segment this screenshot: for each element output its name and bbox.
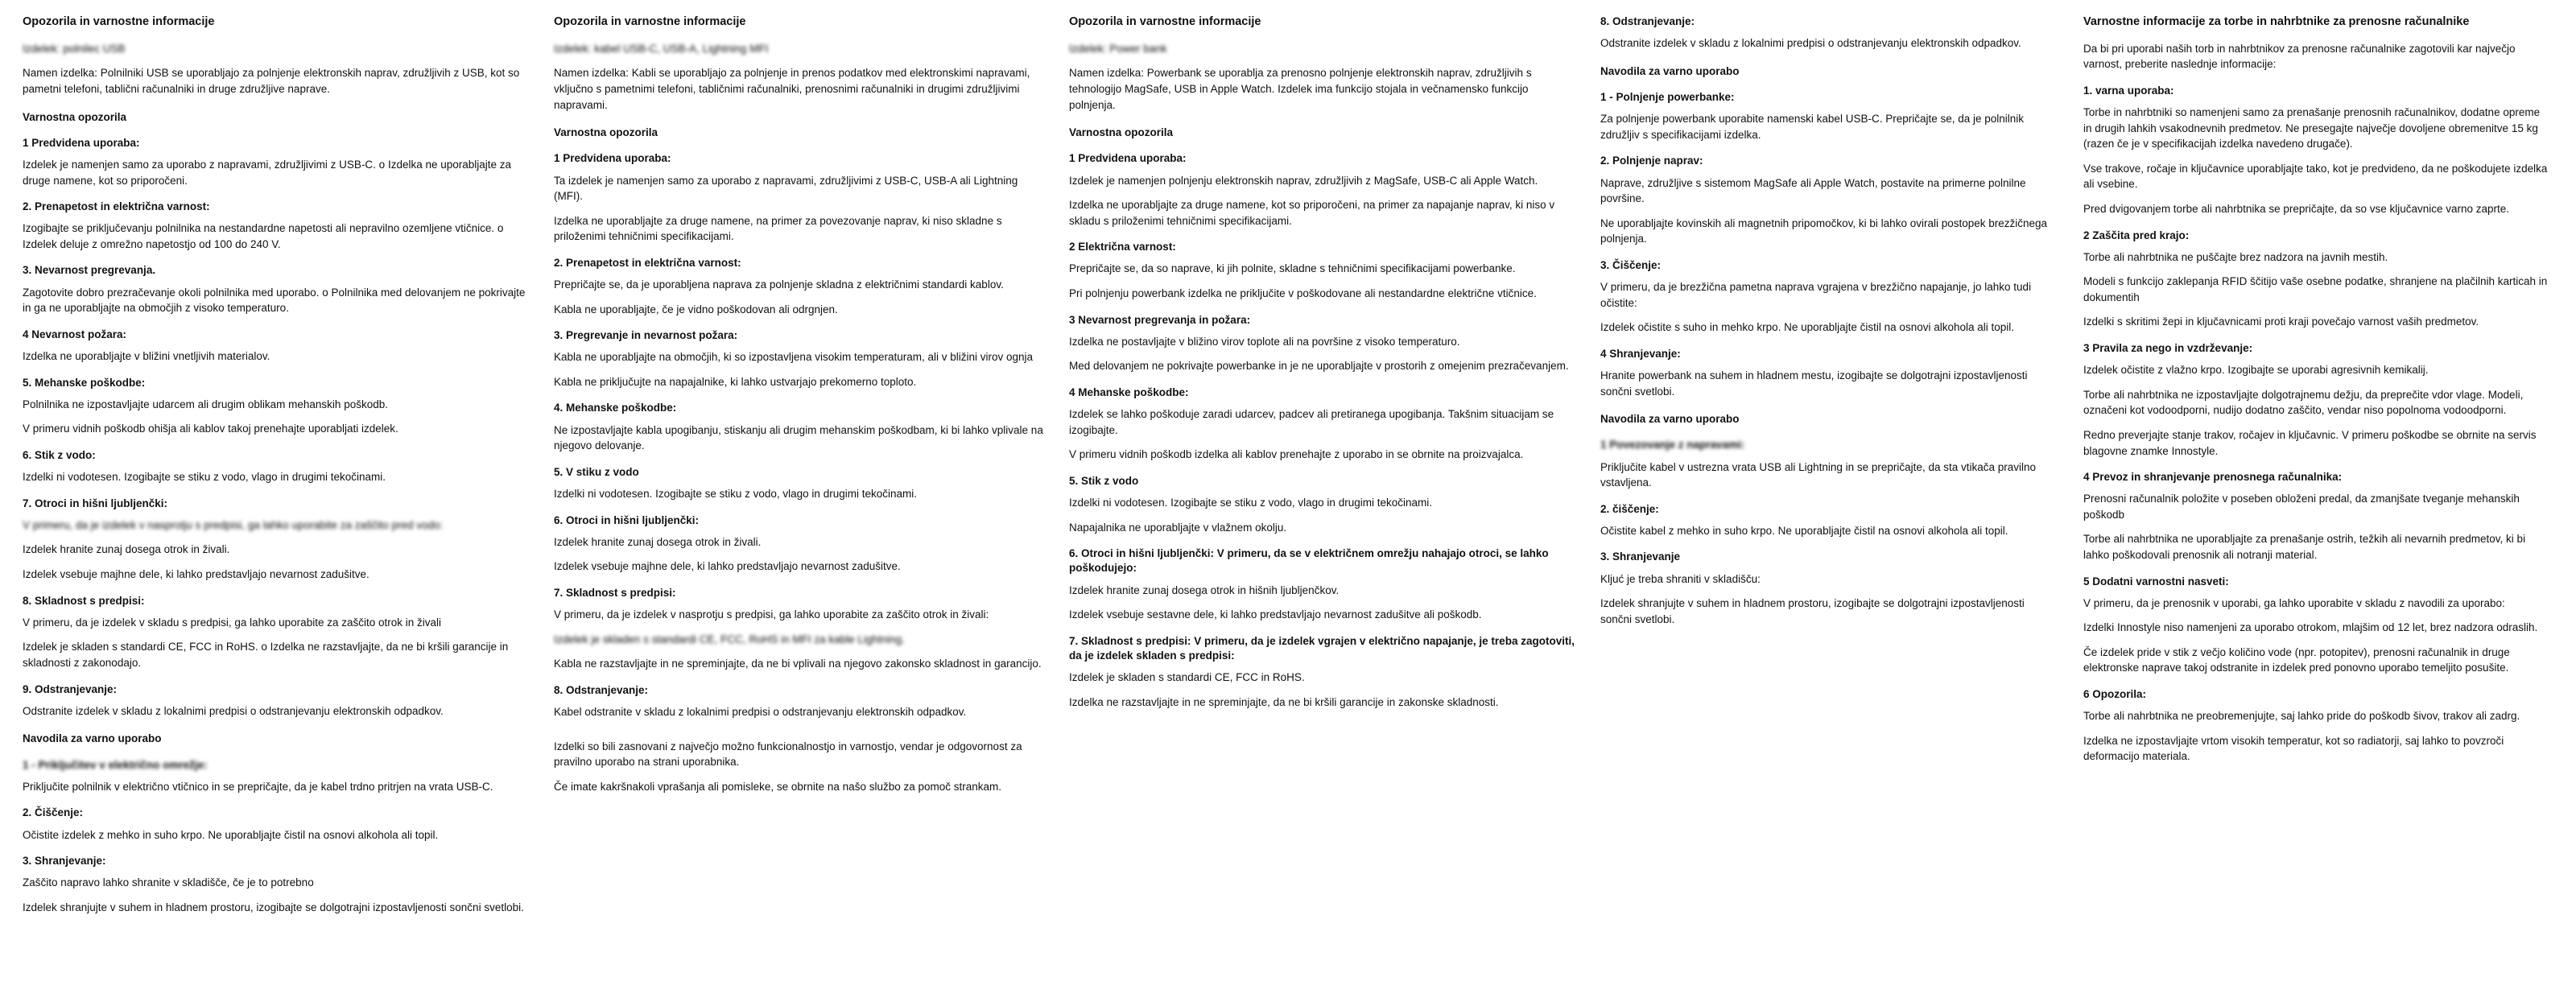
- paragraph: V primeru vidnih poškodb ohišja ali kablov takoj prenehajte uporabljati izdelek.: [23, 423, 398, 435]
- section-heading: Navodila za varno uporabo: [23, 732, 162, 745]
- subsection-heading: 6. Otroci in hišni ljubljenčki:: [554, 513, 700, 526]
- document-column-powerbank: [1058, 14, 1589, 1006]
- paragraph: Hranite powerbank na suhem in hladnem mestu, izogibajte se dolgotrajni izpostavljenosti sončni svetlobi.: [1600, 369, 2028, 398]
- subsection-heading: 1 Predvidena uporaba:: [554, 152, 671, 165]
- subsection-heading: 1 - Priključitev v električno omrežje:: [23, 758, 208, 771]
- paragraph: Izdelka ne postavljajte v bližino virov toplote ali na površine z visoko temperaturo.: [1069, 335, 1460, 348]
- paragraph: Prenosni računalnik položite v poseben obloženi predal, da zmanjšate tveganje mehanskih poškodb: [2083, 493, 2520, 521]
- paragraph: V primeru, da je izdelek v nasprotju s predpisi, ga lahko uporabite za zaščito pred vodo:: [23, 518, 444, 531]
- paragraph: Izdelek je skladen s standardi CE, FCC in RoHS. o Izdelka ne razstavljajte, da ne bi kršili garancije in skladnosti z zakonodajo.: [23, 641, 509, 669]
- document-column-usb-charger: [11, 14, 543, 1006]
- subsection-heading: 4 Shranjevanje:: [1600, 347, 1681, 360]
- paragraph: Vse trakove, ročaje in ključavnice uporabljajte tako, kot je predvideno, da ne poškodujete izdelka ali vsebine.: [2083, 162, 2548, 191]
- subsection-heading: 1 - Polnjenje powerbanke:: [1600, 91, 1735, 103]
- paragraph: Izdelki ni vodotesen. Izogibajte se stiku z vodo, vlago in drugimi tekočinami.: [23, 471, 386, 484]
- paragraph: Torbe ali nahrbtnika ne preobremenjujte, saj lahko pride do poškodb šivov, trakov ali zadrg.: [2083, 710, 2520, 723]
- spacer: [554, 729, 1043, 739]
- paragraph: Kabel odstranite v skladu z lokalnimi predpisi o odstranjevanju elektronskih odpadkov.: [554, 706, 967, 719]
- subsection-heading: 7. Skladnost s predpisi: V primeru, da je izdelek vgrajen v električno napajanje, je treba zagotoviti, da je izdelek skladen s predpisi:: [1069, 634, 1575, 662]
- paragraph: Da bi pri uporabi naših torb in nahrbtnikov za prenosne računalnike zagotovili kar največjo varnost, preberite naslednje informacije:: [2083, 42, 2516, 71]
- paragraph: Izdelek vsebuje majhne dele, ki lahko predstavljajo nevarnost zadušitve.: [554, 560, 901, 573]
- product-name-line: Izdelek: polnilec USB: [23, 42, 126, 55]
- subsection-heading: 8. Odstranjevanje:: [1600, 15, 1695, 27]
- subsection-heading: 2. Polnjenje naprav:: [1600, 155, 1703, 167]
- paragraph: Očistite kabel z mehko in suho krpo. Ne uporabljajte čistil na osnovi alkohola ali topil.: [1600, 524, 2008, 537]
- paragraph: Izdelka ne uporabljajte v bližini vnetljivih materialov.: [23, 350, 270, 362]
- paragraph: Namen izdelka: Polnilniki USB se uporabljajo za polnjenje elektronskih naprav, združljivih z USB, kot so pametni telefoni, tablični računalniki in druge združljive naprave.: [23, 67, 520, 95]
- paragraph: Med delovanjem ne pokrivajte powerbanke in je ne uporabljajte v prostorih z omejenim prezračevanjem.: [1069, 360, 1569, 373]
- subsection-heading: 7. Skladnost s predpisi:: [554, 586, 676, 599]
- paragraph: Namen izdelka: Kabli se uporabljajo za polnjenje in prenos podatkov med elektronskimi napravami, vključno s pametnimi telefoni, tabličnimi računalniki, prenosnimi računalniki in drugimi združljivimi napravami.: [554, 67, 1030, 111]
- paragraph: Izdelek je namenjen samo za uporabo z napravami, združljivimi z USB-C. o Izdelka ne uporabljajte za druge namene, kot so priporočeni.: [23, 158, 512, 187]
- paragraph: Ta izdelek je namenjen samo za uporabo z napravami, združljivimi z USB-C, USB-A ali Lightning (MFI).: [554, 174, 1018, 203]
- paragraph: Izdelek je skladen s standardi CE, FCC, RoHS in MFI za kable Lightning.: [554, 633, 905, 645]
- subsection-heading: 6. Stik z vodo:: [23, 448, 96, 461]
- paragraph: Torbe ali nahrbtnika ne uporabljajte za prenašanje ostrih, težkih ali nevarnih predmetov, ki bi lahko poškodovali prenosnik ali notranji material.: [2083, 533, 2526, 561]
- subsection-heading: 3. Shranjevanje: [1600, 550, 1681, 563]
- subsection-heading: 2 Zaščita pred krajo:: [2083, 229, 2190, 241]
- paragraph: Izdelek očistite z vlažno krpo. Izogibajte se uporabi agresivnih kemikalij.: [2083, 364, 2429, 377]
- paragraph: Izdelki ni vodotesen. Izogibajte se stiku z vodo, vlago in drugimi tekočinami.: [1069, 497, 1432, 509]
- section-heading: Navodila za varno uporabo: [1600, 64, 1740, 77]
- subsection-heading: 8. Skladnost s predpisi:: [23, 594, 145, 607]
- paragraph: Kabla ne uporabljajte, če je vidno poškodovan ali odrgnjen.: [554, 303, 838, 315]
- subsection-heading: 5. V stiku z vodo: [554, 465, 639, 478]
- paragraph: V primeru, da je prenosnik v uporabi, ga lahko uporabite v skladu z navodili za uporabo:: [2083, 596, 2505, 609]
- column-title: Opozorila in varnostne informacije: [23, 15, 215, 28]
- subsection-heading: 3. Čiščenje:: [1600, 258, 1662, 271]
- subsection-heading: 6 Opozorila:: [2083, 688, 2147, 700]
- subsection-heading: 3 Pravila za nego in vzdrževanje:: [2083, 342, 2253, 355]
- subsection-heading: 3. Pregrevanje in nevarnost požara:: [554, 329, 738, 342]
- paragraph: Ne izpostavljajte kabla upogibanju, stiskanju ali drugim mehanskim poškodbam, ki bi lahko vplivale na njegovo delovanje.: [554, 423, 1043, 452]
- paragraph: Prepričajte se, da so naprave, ki jih polnite, skladne s tehničnimi specifikacijami powerbanke.: [1069, 262, 1516, 275]
- paragraph: Kljuć je treba shraniti v skladišču:: [1600, 572, 1761, 585]
- subsection-heading: 8. Odstranjevanje:: [554, 683, 649, 696]
- subsection-heading: 4 Prevoz in shranjevanje prenosnega računalnika:: [2083, 471, 2343, 484]
- subsection-heading: 5. Mehanske poškodbe:: [23, 376, 146, 389]
- paragraph: Izdelki s skritimi žepi in ključavnicami proti kraji povečajo varnost vaših predmetov.: [2083, 315, 2479, 328]
- product-name-line: Izdelek: kabel USB-C, USB-A, Lightning MFI: [554, 42, 769, 55]
- paragraph: Izdelek je namenjen polnjenju elektronskih naprav, združljivih z MagSafe, USB-C ali Apple Watch.: [1069, 174, 1538, 187]
- paragraph: Izdelek hranite zunaj dosega otrok in živali.: [23, 543, 230, 556]
- paragraph: Prepričajte se, da je uporabljena naprava za polnjenje skladna z električnimi standardi kablov.: [554, 278, 1004, 291]
- paragraph: Izdelek je skladen s standardi CE, FCC in RoHS.: [1069, 671, 1305, 684]
- paragraph: Modeli s funkcijo zaklepanja RFID ščitijo vaše osebne podatke, shranjene na plačilnih karticah in dokumentih: [2083, 275, 2548, 303]
- subsection-heading: 5. Stik z vodo: [1069, 474, 1139, 487]
- paragraph: Odstranite izdelek v skladu z lokalnimi predpisi o odstranjevanju elektronskih odpadkov.: [1600, 37, 2021, 50]
- subsection-heading: 1 Predvidena uporaba:: [23, 136, 140, 149]
- paragraph: Priključite kabel v ustrezna vrata USB ali Lightning in se prepričajte, da sta vtikača pravilno vstavljena.: [1600, 460, 2037, 489]
- paragraph: Če imate kakršnakoli vprašanja ali pomisleke, se obrnite na našo službo za pomoč strankam.: [554, 780, 1002, 793]
- paragraph: Torbe ali nahrbtnika ne puščajte brez nadzora na javnih mestih.: [2083, 250, 2388, 263]
- paragraph: Izdelek očistite s suho in mehko krpo. Ne uporabljajte čistil na osnovi alkohola ali topil.: [1600, 321, 2015, 334]
- subsection-heading: 2. Prenapetost in električna varnost:: [554, 256, 741, 269]
- subsection-heading: 6. Otroci in hišni ljubljenčki: V primeru, da se v električnem omrežju nahajajo otroci, se lahko poškodujejo:: [1069, 547, 1549, 575]
- paragraph: Izdelek vsebuje sestavne dele, ki lahko predstavljajo nevarnost zadušitve ali poškodb.: [1069, 608, 1482, 621]
- paragraph: Napajalnika ne uporabljajte v vlažnem okolju.: [1069, 521, 1287, 534]
- subsection-heading: 1. varna uporaba:: [2083, 84, 2174, 97]
- paragraph: Za polnjenje powerbank uporabite namenski kabel USB-C. Prepričajte se, da je polnilnik združljiv s specifikacijami izdelka.: [1600, 113, 2025, 141]
- paragraph: Torbe in nahrbtniki so namenjeni samo za prenašanje prenosnih računalnikov, dodatne opreme in drugih lahkih vsakodnevnih predmetov. Ne presegajte največje dovoljene obremenitve 15 kg (razen če je v specifikacijah izdelka navedeno drugače).: [2083, 106, 2541, 150]
- paragraph: Kabla ne razstavljajte in ne spreminjajte, da ne bi vplivali na njegovo zakonsko skladnost in garancijo.: [554, 658, 1042, 670]
- section-heading: Varnostna opozorila: [554, 126, 658, 139]
- paragraph: Zaščito napravo lahko shranite v skladišče, če je to potrebno: [23, 876, 314, 889]
- paragraph: Pred dvigovanjem torbe ali nahrbtnika se prepričajte, da so vse ključavnice varno zaprte.: [2083, 203, 2510, 215]
- paragraph: Izdelka ne uporabljajte za druge namene, na primer za povezovanje naprav, ki niso skladne s priloženimi tehničnimi specifikacijami.: [554, 214, 1002, 243]
- column-title: Opozorila in varnostne informacije: [554, 15, 746, 28]
- paragraph: Izdelki so bili zasnovani z največjo možno funkcionalnostjo in varnostjo, vendar je odgovornost za pravilno uporabo na strani uporabnika.: [554, 740, 1022, 769]
- section-heading: Varnostna opozorila: [23, 110, 127, 123]
- subsection-heading: 4 Mehanske poškodbe:: [1069, 385, 1189, 398]
- subsection-heading: 3. Nevarnost pregrevanja.: [23, 264, 156, 277]
- subsection-heading: 1 Predvidena uporaba:: [1069, 152, 1187, 165]
- subsection-heading: 3. Shranjevanje:: [23, 855, 106, 868]
- subsection-heading: 3 Nevarnost pregrevanja in požara:: [1069, 313, 1251, 326]
- subsection-heading: 2. čiščenje:: [1600, 502, 1659, 515]
- paragraph: Očistite izdelek z mehko in suho krpo. Ne uporabljajte čistil na osnovi alkohola ali topil.: [23, 828, 439, 841]
- paragraph: Pri polnjenju powerbank izdelka ne priključite v poškodovane ali nestandardne električne vtičnice.: [1069, 287, 1537, 299]
- paragraph: Kabla ne uporabljajte na območjih, ki so izpostavljena visokim temperaturam, ali v bližini virov ognja: [554, 351, 1034, 364]
- paragraph: Izdelek hranite zunaj dosega otrok in hišnih ljubljenčkov.: [1069, 583, 1340, 596]
- paragraph: Izogibajte se priključevanju polnilnika na nestandardne napetosti ali nepravilno ozemljene vtičnice. o Izdelek deluje z omrežno napetostjo od 100 do 240 V.: [23, 222, 504, 250]
- paragraph: Redno preverjajte stanje trakov, ročajev in ključavnic. V primeru poškodbe se obrnite na servis blagovne znamke Innostyle.: [2083, 428, 2537, 457]
- paragraph: Izdelka ne razstavljajte in ne spreminjajte, da ne bi kršili garancije in zakonske skladnosti.: [1069, 695, 1499, 708]
- subsection-heading: 5 Dodatni varnostni nasveti:: [2083, 575, 2229, 588]
- paragraph: V primeru, da je izdelek v skladu s predpisi, ga lahko uporabite za zaščito otrok in živali: [23, 616, 442, 629]
- paragraph: Izdelek shranjujte v suhem in hladnem prostoru, izogibajte se dolgotrajni izpostavljenosti sončni svetlobi.: [1600, 597, 2025, 625]
- paragraph: Izdelki Innostyle niso namenjeni za uporabo otrokom, mlajšim od 12 let, brez nadzora odraslih.: [2083, 621, 2538, 634]
- subsection-heading: 7. Otroci in hišni ljubljenčki:: [23, 497, 168, 509]
- column-title: Opozorila in varnostne informacije: [1069, 15, 1261, 28]
- paragraph: Izdelka ne izpostavljajte vrtom visokih temperatur, kot so radiatorji, saj lahko to povzroči deformacijo materiala.: [2083, 734, 2504, 763]
- paragraph: Namen izdelka: Powerbank se uporablja za prenosno polnjenje elektronskih naprav, združljivih s tehnologijo MagSafe, USB in Apple Watch. Izdelek ima funkcijo stojala in večnamensko funkcijo polnjenja.: [1069, 67, 1532, 111]
- document-column-backpack: [2072, 14, 2565, 1006]
- paragraph: Izdelek vsebuje majhne dele, ki lahko predstavljajo nevarnost zadušitve.: [23, 568, 369, 581]
- product-name-line: Izdelek: Power bank: [1069, 42, 1167, 55]
- paragraph: Kabla ne priključujte na napajalnike, ki lahko ustvarjajo prekomerno toploto.: [554, 375, 917, 388]
- paragraph: Izdelka ne uporabljajte za druge namene, kot so priporočeni, na primer za napajanje naprav, ki niso v skladu s priloženimi tehničnimi specifikacijami.: [1069, 199, 1555, 227]
- subsection-heading: 2. Čiščenje:: [23, 806, 84, 819]
- subsection-heading: 4. Mehanske poškodbe:: [554, 402, 677, 414]
- section-heading: Navodila za varno uporabo: [1600, 413, 1740, 426]
- paragraph: V primeru vidnih poškodb izdelka ali kablov prenehajte z uporabo in se obrnite na proizvajalca.: [1069, 448, 1524, 461]
- paragraph: Priključite polnilnik v električno vtičnico in se prepričajte, da je kabel trdno pritrjen na vrata USB-C.: [23, 780, 493, 793]
- paragraph: Zagotovite dobro prezračevanje okoli polnilnika med uporabo. o Polnilnika med delovanjem ne pokrivajte in ga ne uporabljajte na območjih z visoko temperaturo.: [23, 286, 526, 315]
- column-title: Varnostne informacije za torbe in nahrbtnike za prenosne računalnike: [2083, 15, 2470, 28]
- subsection-heading: 9. Odstranjevanje:: [23, 682, 118, 695]
- paragraph: Izdelek hranite zunaj dosega otrok in živali.: [554, 535, 762, 548]
- document-column-powerbank-continued: [1589, 14, 2072, 1006]
- paragraph: Torbe ali nahrbtnika ne izpostavljajte dolgotrajnemu dežju, da preprečite vdor vlage. Modeli, označeni kot vodoodporni, nudijo dodatno zaščito, vendar niso popolnoma vodoodporni.: [2083, 388, 2524, 417]
- paragraph: V primeru, da je brezžična pametna naprava vgrajena v brezžično napajanje, jo lahko tudi očistite:: [1600, 281, 2032, 309]
- paragraph: Izdelek se lahko poškoduje zaradi udarcev, padcev ali pretiranega upogibanja. Takšnim situacijam se izogibajte.: [1069, 408, 1554, 436]
- paragraph: Izdelki ni vodotesen. Izogibajte se stiku z vodo, vlago in drugimi tekočinami.: [554, 488, 917, 501]
- paragraph: Ne uporabljajte kovinskih ali magnetnih pripomočkov, ki bi lahko ovirali postopek brezžičnega polnjenja.: [1600, 216, 2048, 245]
- subsection-heading: 2 Električna varnost:: [1069, 241, 1176, 254]
- paragraph: V primeru, da je izdelek v nasprotju s predpisi, ga lahko uporabite za zaščito otrok in živali:: [554, 608, 989, 621]
- paragraph: Naprave, združljive s sistemom MagSafe ali Apple Watch, postavite na primerne polnilne površine.: [1600, 176, 2026, 205]
- paragraph: Izdelek shranjujte v suhem in hladnem prostoru, izogibajte se dolgotrajni izpostavljenosti sončni svetlobi.: [23, 901, 524, 913]
- subsection-heading: 1 Povezovanje z napravami:: [1600, 439, 1745, 451]
- section-heading: Varnostna opozorila: [1069, 126, 1174, 139]
- paragraph: Če izdelek pride v stik z večjo količino vode (npr. potopitev), prenosni računalnik in druge elektronske naprave takoj odstranite in izdelek pred ponovno uporabo temeljito posušite.: [2083, 645, 2510, 674]
- paragraph: Polnilnika ne izpostavljajte udarcem ali drugim oblikam mehanskih poškodb.: [23, 398, 388, 410]
- paragraph: Odstranite izdelek v skladu z lokalnimi predpisi o odstranjevanju elektronskih odpadkov.: [23, 704, 444, 717]
- document-column-cable: [543, 14, 1058, 1006]
- subsection-heading: 4 Nevarnost požara:: [23, 328, 127, 340]
- subsection-heading: 2. Prenapetost in električna varnost:: [23, 200, 210, 213]
